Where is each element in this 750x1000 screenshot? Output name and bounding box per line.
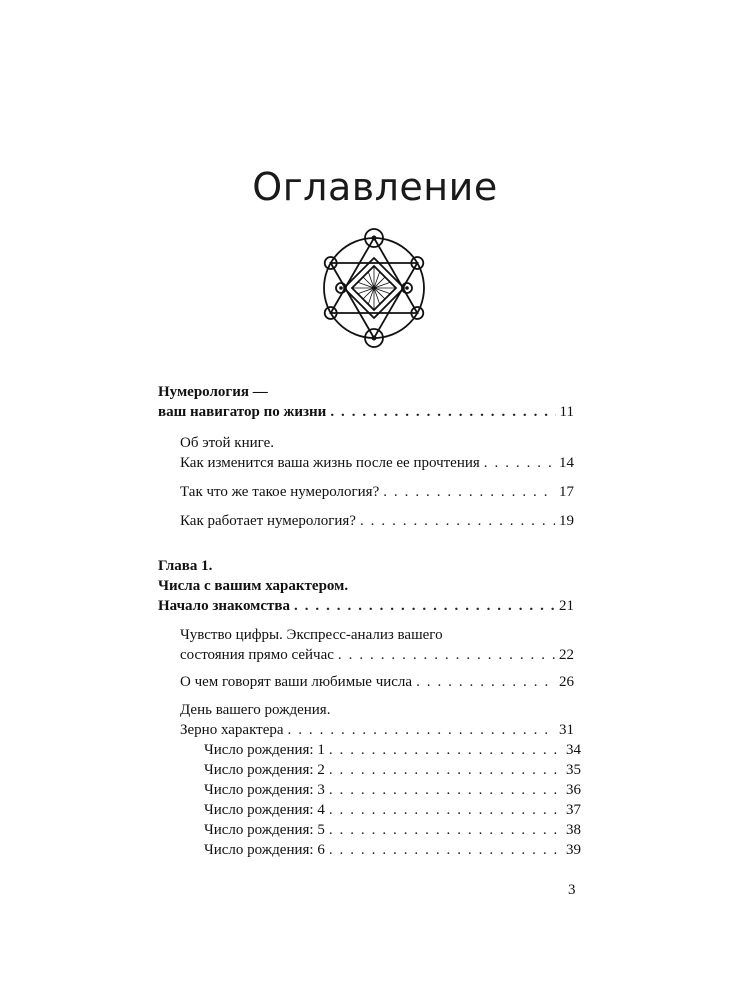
toc-entry-title: Зерно характера — [180, 722, 284, 738]
leader-dots — [360, 511, 555, 531]
toc-entry-title: Как работает нумерология? — [180, 513, 356, 529]
toc-chapter-title: Числа с вашим характером. — [158, 578, 349, 594]
toc-page-number: 37 — [566, 802, 581, 818]
toc-page-number: 36 — [566, 782, 581, 798]
leader-dots — [329, 760, 562, 780]
toc-entry[interactable] — [158, 402, 574, 422]
toc-entry[interactable] — [180, 720, 574, 740]
leader-dots — [329, 800, 562, 820]
toc-entry-title: Начало знакомства — [158, 598, 290, 614]
toc-subentry-title: Число рождения: 3 — [204, 782, 325, 798]
toc-subentry[interactable] — [204, 740, 581, 760]
page-number: 3 — [568, 882, 576, 898]
toc-entry[interactable] — [180, 645, 574, 665]
toc-intro-title: Нумерология — — [158, 384, 268, 400]
toc-entry[interactable] — [180, 482, 574, 502]
toc-page-number: 14 — [559, 455, 574, 471]
toc-page-number: 31 — [559, 722, 574, 738]
leader-dots — [288, 720, 555, 740]
toc-entry-title: День вашего рождения. — [180, 702, 331, 718]
toc-subentry-title: Число рождения: 4 — [204, 802, 325, 818]
toc-page-number: 38 — [566, 822, 581, 838]
toc-entry-title: Об этой книге. — [180, 435, 274, 451]
toc-entry-title: Так что же такое нумерология? — [180, 484, 380, 500]
toc-entry[interactable] — [180, 511, 574, 531]
leader-dots — [329, 840, 562, 860]
toc-subentry[interactable] — [204, 760, 581, 780]
toc-chapter-label: Глава 1. — [158, 558, 213, 574]
toc-page-number: 34 — [566, 742, 581, 758]
toc-page-number: 35 — [566, 762, 581, 778]
toc-page-number: 26 — [559, 674, 574, 690]
toc-entry-title: ваш навигатор по жизни — [158, 404, 327, 420]
toc-entry[interactable] — [158, 596, 574, 616]
leader-dots — [416, 672, 555, 692]
toc-page-number: 21 — [559, 598, 574, 614]
toc-subentry[interactable] — [204, 800, 581, 820]
toc-page-number: 11 — [559, 404, 574, 420]
toc-entry[interactable] — [180, 672, 574, 692]
page-title: Оглавление — [252, 165, 498, 210]
toc-entry-title: Как изменится ваша жизнь после ее прочтения — [180, 455, 480, 471]
leader-dots — [329, 820, 562, 840]
leader-dots — [294, 596, 555, 616]
leader-dots — [338, 645, 555, 665]
toc-subentry[interactable] — [204, 820, 581, 840]
leader-dots — [484, 453, 555, 473]
toc-subentry-title: Число рождения: 6 — [204, 842, 325, 858]
leader-dots — [329, 780, 562, 800]
toc-subentry[interactable] — [204, 840, 581, 860]
toc-entry-title: Чувство цифры. Экспресс-анализ вашего — [180, 627, 443, 643]
toc-entry-title: О чем говорят ваши любимые числа — [180, 674, 413, 690]
toc-subentry[interactable] — [204, 780, 581, 800]
toc-page-number: 39 — [566, 842, 581, 858]
toc-subentry-title: Число рождения: 2 — [204, 762, 325, 778]
toc-page-number: 22 — [559, 647, 574, 663]
toc-subentry-title: Число рождения: 5 — [204, 822, 325, 838]
toc-entry[interactable] — [180, 453, 574, 473]
toc-subentry-title: Число рождения: 1 — [204, 742, 325, 758]
toc-page-number: 19 — [559, 513, 574, 529]
toc-entry-title: состояния прямо сейчас — [180, 647, 334, 663]
leader-dots — [329, 740, 562, 760]
leader-dots — [330, 402, 555, 422]
leader-dots — [383, 482, 555, 502]
toc-page-number: 17 — [559, 484, 574, 500]
